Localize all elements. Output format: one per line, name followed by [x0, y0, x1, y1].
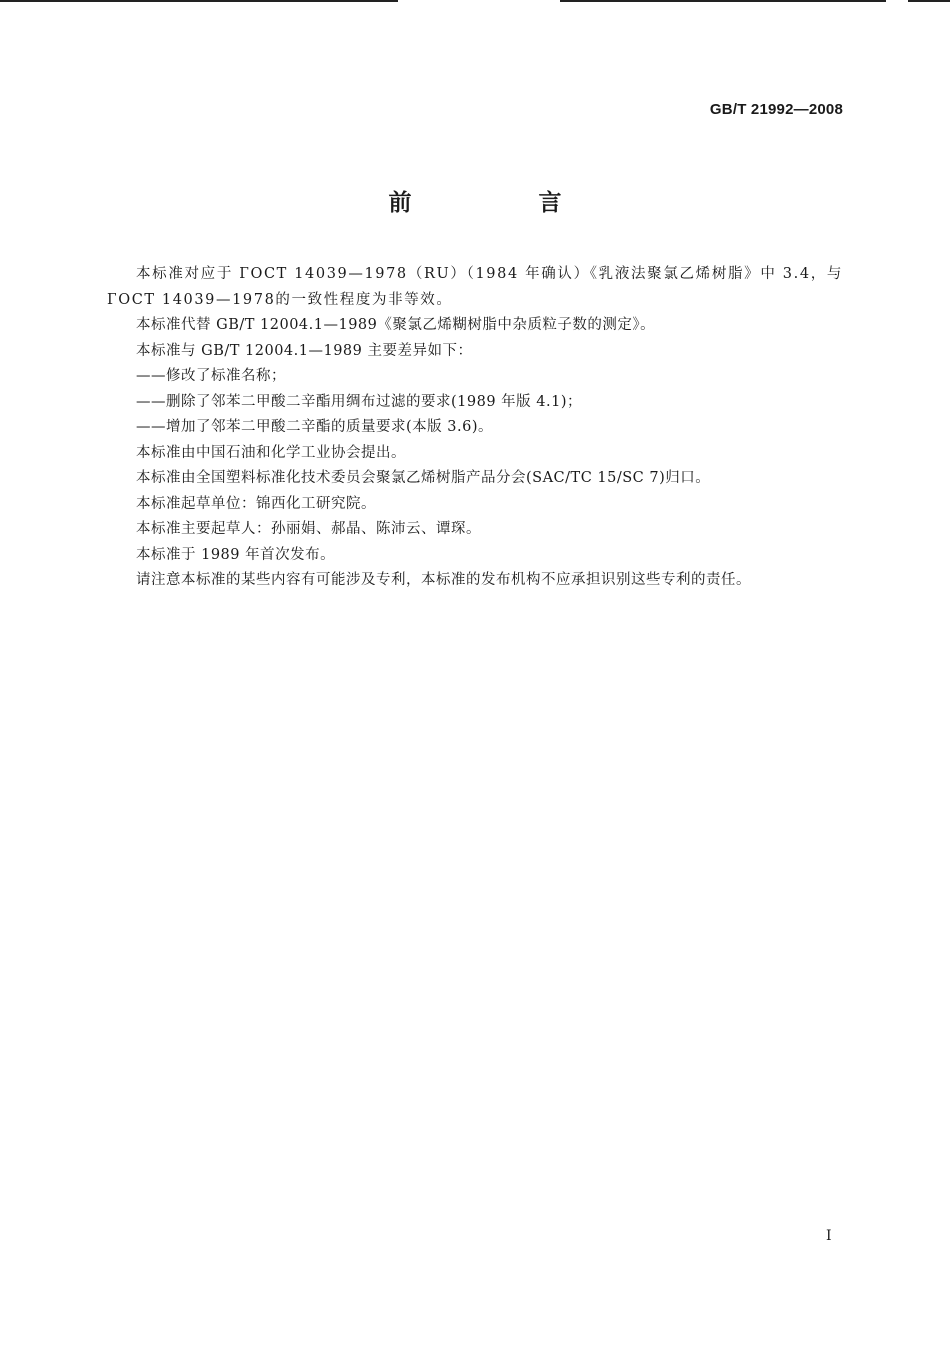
paragraph-first-issue: 本标准于 1989 年首次发布。	[136, 546, 336, 563]
page-number: I	[826, 1228, 832, 1244]
difference-item: ——删除了邻苯二甲酸二辛酯用绸布过滤的要求(1989 年版 4.1)；	[136, 393, 582, 410]
paragraph-correspondence: 本标准对应于 ГОСТ 14039—1978（RU）（1984 年确认）《乳液法聚氯乙烯树脂》中 3.4，与 ГОСТ 14039—1978的一致性程度为非等效。	[107, 266, 843, 308]
paragraph-responsible-committee: 本标准由全国塑料标准化技术委员会聚氯乙烯树脂产品分会(SAC/TC 15/SC 7)归口。	[136, 470, 711, 486]
top-border-line	[908, 0, 950, 2]
paragraph-proposer: 本标准由中国石油和化学工业协会提出。	[136, 444, 406, 461]
paragraph-drafters: 本标准主要起草人：孙丽娟、郝晶、陈沛云、谭琛。	[136, 521, 481, 537]
paragraph-patent-notice: 请注意本标准的某些内容有可能涉及专利，本标准的发布机构不应承担识别这些专利的责任。	[136, 572, 751, 588]
page-title: 前 言	[388, 190, 614, 216]
paragraph-replaces: 本标准代替 GB/T 12004.1—1989《聚氯乙烯糊树脂中杂质粒子数的测定》。	[136, 317, 656, 333]
foreword-body	[107, 262, 843, 594]
top-border-line	[0, 0, 398, 2]
standard-number: GB/T 21992—2008	[709, 101, 843, 118]
paragraph-differences-intro: 本标准与 GB/T 12004.1—1989 主要差异如下：	[136, 342, 473, 359]
top-border-line	[560, 0, 886, 2]
paragraph-drafting-unit: 本标准起草单位：锦西化工研究院。	[136, 495, 376, 512]
difference-item: ——增加了邻苯二甲酸二辛酯的质量要求(本版 3.6)。	[136, 419, 493, 435]
difference-item: ——修改了标准名称；	[136, 368, 286, 384]
